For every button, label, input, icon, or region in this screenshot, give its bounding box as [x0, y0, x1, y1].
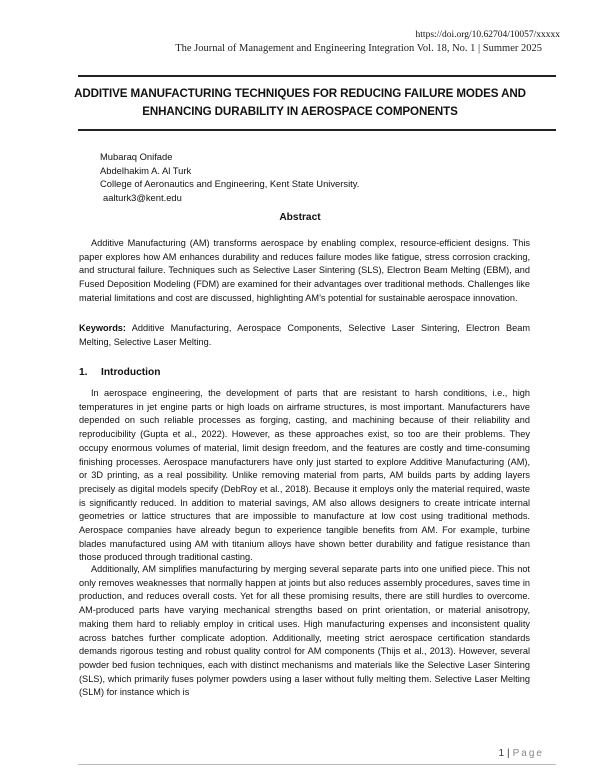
- intro-paragraph-1: [79, 387, 530, 565]
- author-affiliation: College of Aeronautics and Engineering, Kent State University.: [100, 178, 360, 190]
- author-name: Abdelhakim A. Al Turk: [100, 164, 192, 176]
- section-number: 1.: [79, 367, 88, 378]
- journal-header: The Journal of Management and Engineering Integration Vol. 18, No. 1 | Summer 2025: [175, 43, 542, 54]
- title-bottom-rule: [78, 129, 556, 131]
- body-text: Additionally, AM simplifies manufacturing by merging several separate parts into one unified piece. This not only removes weaknesses that normally happen at joints but also reduces assembly procedures, saves time in production, and reduces overall costs. Yet for all these promising results, there are still hurdles to overcome. AM-produced parts have varying mechanical strengths based on print orientation, or material anisotropy, making them hard to reliably employ in critical uses. High manufacturing expenses and inconsistent quality across batches further complicate adoption. Additionally, meeting strict aerospace certification standards demands rigorous testing and robust quality control for AM components (Thijs et al., 2013). However, several powder bed fusion techniques, each with distinct mechanisms and materials like the Selective Laser Sintering (SLS), which primarily fuses polymer powders using a laser without fully melting them. Selective Laser Melting (SLM) for instance which is: [79, 564, 530, 698]
- author-name: Mubaraq Onifade: [100, 151, 173, 162]
- abstract-body: [79, 237, 530, 306]
- keywords-text: Additive Manufacturing, Aerospace Components, Selective Laser Sintering, Electron Beam Melting, Selective Laser Melting.: [79, 323, 530, 347]
- page-number: [498, 748, 544, 759]
- footer-rule: [78, 764, 556, 765]
- section-heading: [79, 367, 160, 378]
- page-number-value: 1: [498, 748, 505, 759]
- keywords-label: Keywords:: [79, 323, 126, 333]
- keywords-paragraph: [79, 322, 530, 349]
- title-top-rule: [78, 75, 556, 77]
- page-separator: |: [507, 748, 510, 759]
- title-line-2: ENHANCING DURABILITY IN AEROSPACE COMPONENTS: [142, 105, 458, 118]
- abstract-text: Additive Manufacturing (AM) transforms aerospace by enabling complex, resource-efficient designs. This paper explores how AM enhances durability and reduces failure modes like fatigue, stress corrosion cracking, and structural failure. Techniques such as Selective Laser Sintering (SLS), Electron Beam Melting (EBM), and Fused Deposition Modeling (FDM) are examined for their advantages over traditional methods. Challenges like material limitations and cost are discussed, highlighting AM’s potential for sustainable aerospace innovation.: [79, 238, 530, 303]
- intro-paragraph-2: [79, 563, 530, 700]
- doi-link[interactable]: https://doi.org/10.62704/10057/xxxxx: [415, 30, 560, 40]
- section-title: Introduction: [101, 367, 161, 378]
- author-email[interactable]: aalturk3@kent.edu: [103, 191, 182, 203]
- page-word: Page: [512, 748, 544, 759]
- abstract-heading: Abstract: [279, 212, 321, 223]
- body-text: In aerospace engineering, the development of parts that are resistant to harsh conditions, i.e., high temperatures in jet engine parts or high loads on airframe structures, is most important. Manufacturers have depended on such reliable processes as forging, casting, and machining because of their reliability and reproducibility (Gupta et al., 2022). However, as these approaches exist, so too are their problems. They occupy enormous volumes of material, limit design freedom, and the features are costly and time-consuming finishing processes. Aerospace manufacturers have only just started to explore Additive Manufacturing (AM), or 3D printing, as a real possibility. Unlike removing material from parts, AM builds parts by adding layers precisely as digital models specify (DebRoy et al., 2018). Because it employs only the material required, waste is significantly reduced. In addition to material savings, AM also allows designers to create intricate internal geometries or lattice structures that are impossible to manufacture at low cost using traditional methods. Aerospace companies have already begun to experience tangible benefits from AM. For example, turbine blades manufactured using AM with titanium alloys have shown better durability and fatigue resistance than those produced through traditional casting.: [79, 388, 530, 563]
- keywords-block: [79, 322, 530, 349]
- title-line-1: ADDITIVE MANUFACTURING TECHNIQUES FOR REDUCING FAILURE MODES AND: [74, 87, 526, 100]
- paper-title: [60, 85, 540, 121]
- author-block: [100, 150, 359, 204]
